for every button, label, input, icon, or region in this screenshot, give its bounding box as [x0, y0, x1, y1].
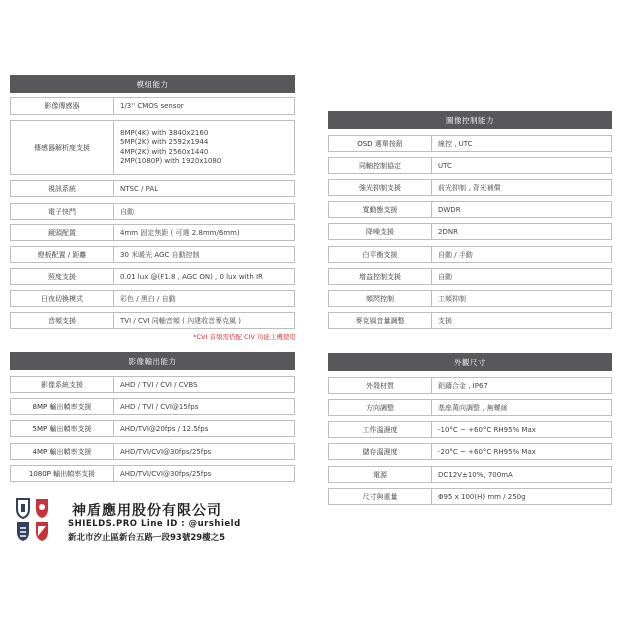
video-row-1080p — [10, 465, 295, 482]
module-row-video-system — [10, 180, 295, 197]
row-label: 影像傳感器 — [11, 98, 114, 114]
row-value: 30 米暖光 AGC 自動控制 — [120, 250, 200, 259]
dimensions-row-housing — [328, 377, 612, 394]
row-value: 自動 — [120, 207, 134, 216]
row-value: TVI / CVI 同軸音頻 ( 內建收音麥克風 ) — [120, 316, 242, 325]
image-control-row-blc — [328, 179, 612, 196]
row-value: 前光抑制 , 背光補償 — [438, 183, 501, 192]
row-value: 支援 — [438, 316, 452, 325]
dimensions-row-operating — [328, 421, 612, 438]
image-control-row-wb — [328, 246, 612, 263]
row-value: AHD / TVI / CVI / CVBS — [120, 380, 198, 389]
row-value: 彩色 / 黑白 / 自動 — [120, 294, 176, 303]
row-label: 降噪支援 — [329, 224, 432, 239]
video-row-system — [10, 376, 295, 393]
resolution-line: 4MP(2K) with 2560x1440 — [120, 147, 209, 156]
module-header: 模組能力 — [10, 75, 295, 93]
row-value: 1/3'' CMOS sensor — [120, 102, 184, 110]
video-header: 影像輸出能力 — [10, 352, 295, 370]
row-label: 頻閃控制 — [329, 291, 432, 306]
video-row-8mp — [10, 398, 295, 415]
row-label: 外殼材質 — [329, 378, 432, 393]
row-value: 線控 , UTC — [438, 139, 473, 148]
row-label: 同軸控制協定 — [329, 158, 432, 173]
row-label: 照度支援 — [11, 269, 114, 284]
row-value: 0.01 lux @(F1.8 , AGC ON) , 0 lux with IR — [120, 272, 263, 281]
row-label: 4MP 輸出幀率支援 — [11, 444, 114, 459]
row-label: 影像系統支援 — [11, 377, 114, 392]
module-row-lens — [10, 224, 295, 241]
row-value: 自動 — [438, 272, 452, 281]
row-label: 傳感器解析度支援 — [11, 121, 114, 174]
row-label: 日夜切換模式 — [11, 291, 114, 306]
row-value: Φ95 x 100(H) mm / 250g — [438, 492, 526, 501]
image-control-row-mic — [328, 312, 612, 329]
row-label: 1080P 輸出幀率支援 — [11, 466, 114, 481]
video-row-5mp — [10, 420, 295, 437]
row-label: 尺寸與重量 — [329, 489, 432, 504]
dimensions-row-size — [328, 488, 612, 505]
dimensions-row-storage — [328, 443, 612, 460]
row-label: 5MP 輸出幀率支援 — [11, 421, 114, 436]
row-value: 基座萬向調整 , 無螺絲 — [438, 403, 508, 412]
resolution-line: 8MP(4K) with 3840x2160 — [120, 128, 209, 137]
module-row-sensor — [10, 97, 295, 115]
row-value: DC12V±10%, 700mA — [438, 470, 513, 479]
dimensions-row-power — [328, 466, 612, 483]
row-label: 燈板配置 / 距離 — [11, 247, 114, 262]
module-row-shutter — [10, 203, 295, 220]
image-control-row-gain — [328, 268, 612, 285]
image-control-row-osd — [328, 135, 612, 152]
row-label: 儲存溫濕度 — [329, 444, 432, 459]
module-row-ir — [10, 246, 295, 263]
row-label: 強光抑制支援 — [329, 180, 432, 195]
module-row-day-night — [10, 290, 295, 307]
row-value: AHD/TVI/CVI@30fps/25fps — [120, 469, 212, 478]
module-row-illumination — [10, 268, 295, 285]
module-row-resolution — [10, 120, 295, 175]
dimensions-row-adjust — [328, 399, 612, 416]
company-address: 新北市汐止區新台五路一段93號29樓之5 — [68, 533, 226, 543]
row-label: 電源 — [329, 467, 432, 482]
resolution-line: 2MP(1080P) with 1920x1080 — [120, 157, 222, 165]
row-label: 工作溫濕度 — [329, 422, 432, 437]
row-label: 寬動態支援 — [329, 202, 432, 217]
dimensions-header: 外觀尺寸 — [328, 353, 612, 371]
row-label: 增益控制支援 — [329, 269, 432, 284]
image-control-row-flicker — [328, 290, 612, 307]
row-value: -10°C ~ +60°C RH95% Max — [438, 425, 536, 434]
row-label: OSD 選單按鈕 — [329, 136, 432, 151]
company-name: 神盾應用股份有限公司 — [72, 503, 222, 519]
row-value: AHD/TVI@20fps / 12.5fps — [120, 424, 209, 433]
row-label: 8MP 輸出幀率支援 — [11, 399, 114, 414]
row-value: 4mm 固定焦距 ( 可選 2.8mm/6mm) — [120, 228, 240, 237]
row-label: 麥克風音量調整 — [329, 313, 432, 328]
row-label: 音頻支援 — [11, 313, 114, 328]
row-value: AHD/TVI/CVI@30fps/25fps — [120, 447, 212, 456]
row-value: NTSC / PAL — [120, 184, 159, 193]
row-label: 鏡頭配置 — [11, 225, 114, 240]
row-value: 鋁鑄合金 , IP67 — [438, 381, 488, 390]
video-row-4mp — [10, 443, 295, 460]
row-value: AHD / TVI / CVI@15fps — [120, 402, 199, 411]
row-value: -20°C ~ +60°C RH95% Max — [438, 447, 536, 456]
row-value: UTC — [438, 161, 452, 170]
image-control-header: 圖像控制能力 — [328, 111, 612, 129]
shields-logo-icon — [14, 496, 64, 544]
image-control-row-coax — [328, 157, 612, 174]
row-label: 白平衡支援 — [329, 247, 432, 262]
row-value: DWDR — [438, 205, 461, 214]
row-value: 自動 / 手動 — [438, 250, 473, 259]
row-label: 電子快門 — [11, 204, 114, 219]
audio-note: *CVI 音頻需搭配 CIV 功能主機使用 — [193, 333, 296, 341]
image-control-row-dnr — [328, 223, 612, 240]
row-value-multiline — [114, 121, 221, 174]
resolution-line: 5MP(2K) with 2592x1944 — [120, 138, 209, 146]
row-value: 2DNR — [438, 227, 458, 236]
module-row-audio — [10, 312, 295, 329]
image-control-row-wdr — [328, 201, 612, 218]
row-value: 工頻抑制 — [438, 294, 466, 303]
row-label: 方向調整 — [329, 400, 432, 415]
company-website-line: SHIELDS.PRO Line ID : @urshield — [68, 519, 241, 529]
row-label: 視訊系統 — [11, 181, 114, 196]
